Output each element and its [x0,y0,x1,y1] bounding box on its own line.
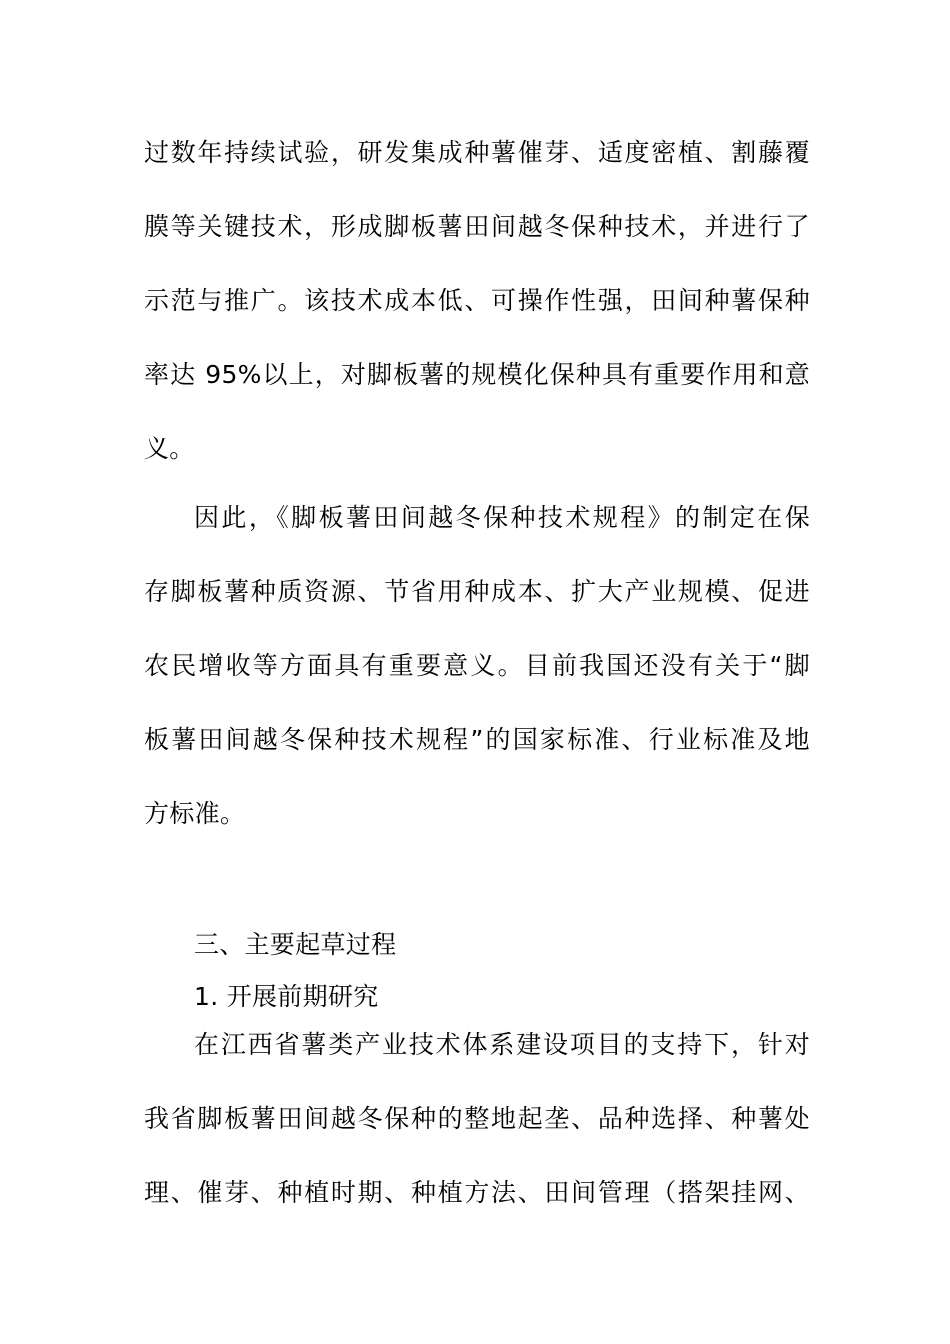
paragraph-1-line-4: 率达 95%以上，对脚板薯的规模化保种具有重要作用和意 [144,360,810,389]
paragraph-1-line-5: 义。 [144,434,195,463]
paragraph-2-line-1: 因此，《脚板薯田间越冬保种技术规程》的制定在保 [194,503,810,532]
paragraph-2-line-2: 存脚板薯种质资源、节省用种成本、扩大产业规模、促进 [144,577,810,606]
paragraph-1-line-2: 膜等关键技术，形成脚板薯田间越冬保种技术，并进行了 [144,212,810,241]
paragraph-3-line-3: 理、催芽、种植时期、种植方法、田间管理（搭架挂网、 [144,1178,810,1207]
paragraph-2-line-3: 农民增收等方面具有重要意义。目前我国还没有关于“脚 [144,651,810,680]
paragraph-2-line-4: 板薯田间越冬保种技术规程”的国家标准、行业标准及地 [144,725,810,754]
section-heading: 三、主要起草过程 [194,930,397,959]
paragraph-1-line-1: 过数年持续试验，研发集成种薯催芽、适度密植、割藤覆 [144,138,810,167]
paragraph-3-line-2: 我省脚板薯田间越冬保种的整地起垄、品种选择、种薯处 [144,1104,810,1133]
paragraph-1-line-3: 示范与推广。该技术成本低、可操作性强，田间种薯保种 [144,286,810,315]
paragraph-3-line-1: 在江西省薯类产业技术体系建设项目的支持下，针对 [194,1030,810,1059]
paragraph-2-line-5: 方标准。 [144,799,246,828]
subsection-heading: 1. 开展前期研究 [194,982,379,1011]
